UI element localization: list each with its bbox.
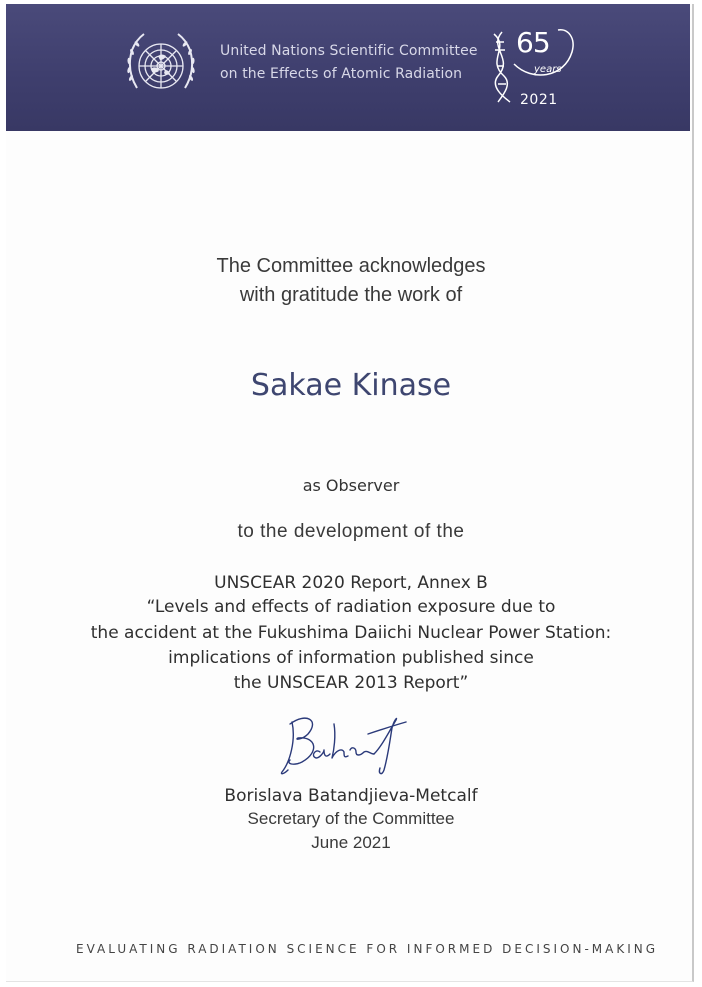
- report-line-2: “Levels and effects of radiation exposure due to: [146, 597, 556, 617]
- report-line-4: implications of information published since: [168, 648, 534, 668]
- recipient-name: Sakae Kinase: [250, 368, 452, 403]
- report-line-3: the accident at the Fukushima Daiichi Nuclear Power Station:: [90, 623, 612, 643]
- signatory-title: Secretary of the Committee: [247, 809, 455, 828]
- report-line-5: the UNSCEAR 2013 Report”: [233, 673, 469, 693]
- anniversary-emblem: [484, 20, 580, 114]
- footer-slogan: EVALUATING RADIATION SCIENCE FOR INFORMED DECISION-MAKING: [76, 942, 659, 956]
- recipient-role: as Observer: [302, 476, 400, 495]
- org-name-line-1: United Nations Scientific Committee: [220, 43, 478, 59]
- report-line-1: UNSCEAR 2020 Report, Annex B: [214, 573, 488, 593]
- signatory-name: Borislava Batandjieva-Metcalf: [224, 786, 478, 806]
- anniversary-year: 2021: [520, 92, 558, 108]
- acknowledgement-line-1: The Committee acknowledges: [216, 255, 486, 277]
- header-banner: [6, 4, 690, 131]
- org-name-line-2: on the Effects of Atomic Radiation: [220, 66, 463, 82]
- acknowledgement-line-2: with gratitude the work of: [239, 284, 463, 306]
- un-emblem-icon: [118, 26, 204, 108]
- handwritten-signature: [272, 700, 422, 790]
- anniversary-unit: years: [534, 64, 562, 75]
- anniversary-number: 65: [516, 26, 550, 59]
- development-line: to the development of the: [237, 521, 465, 542]
- signatory-date: June 2021: [311, 833, 391, 852]
